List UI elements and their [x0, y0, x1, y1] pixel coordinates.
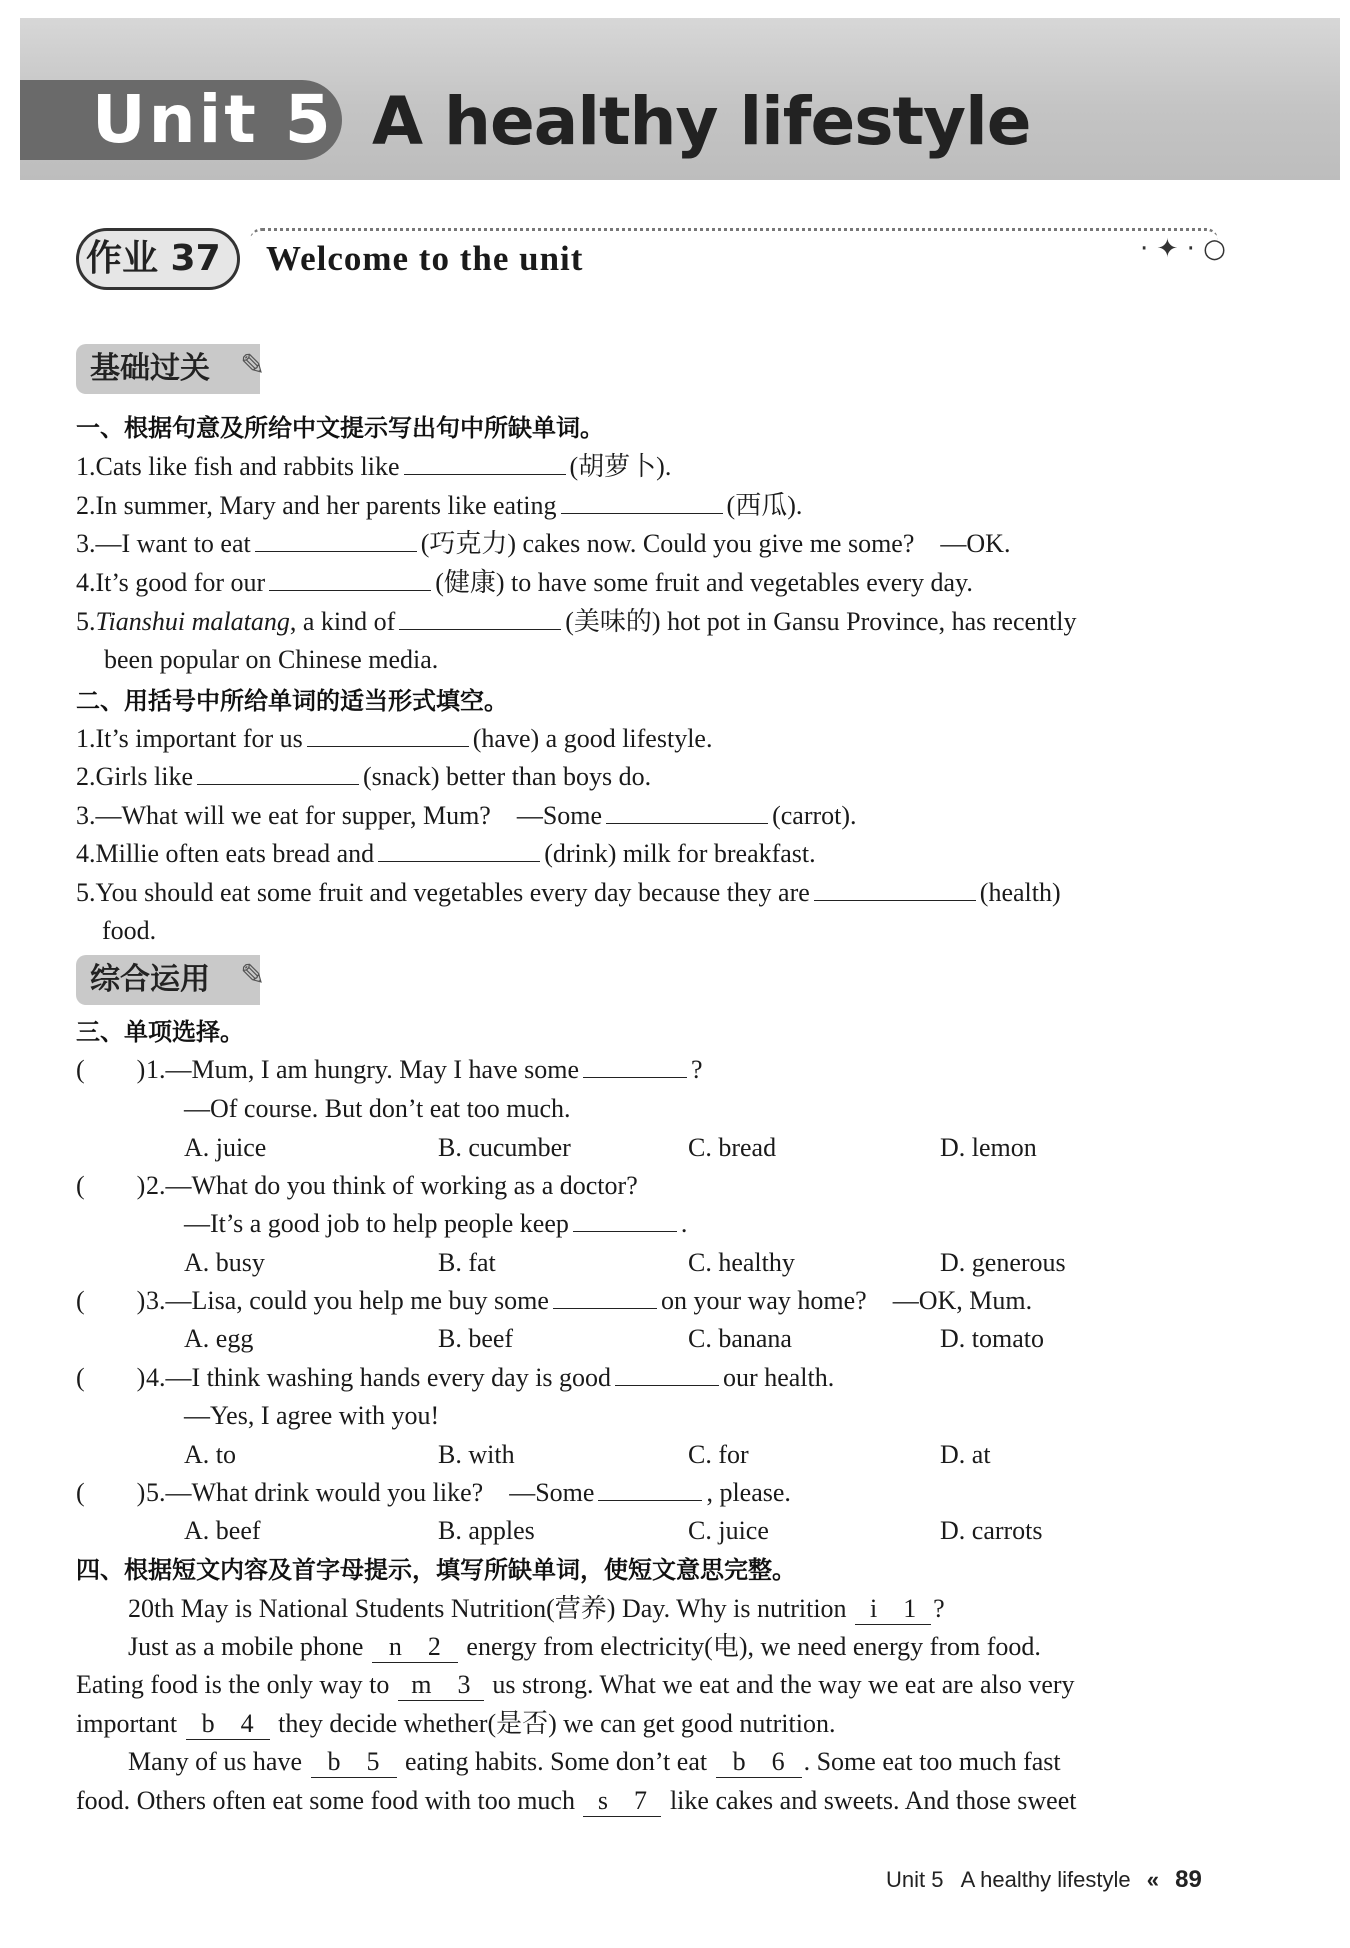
s1-item-5: 5.Tianshui malatang, a kind of (美味的) hot pot in Gansu Province, has recently — [76, 603, 1076, 641]
homework-number: 作业 37 — [86, 238, 221, 279]
answer-blank[interactable] — [378, 835, 540, 862]
option-c[interactable]: C. healthy — [688, 1248, 795, 1277]
option-a[interactable]: A. busy — [184, 1248, 265, 1277]
section1-heading: 一、根据句意及所给中文提示写出句中所缺单词。 — [76, 414, 604, 442]
answer-blank[interactable] — [561, 487, 723, 514]
answer-blank[interactable] — [553, 1282, 657, 1309]
s3-q5-paren[interactable]: ( ) — [76, 1478, 146, 1507]
s2-item-5-cont: food. — [102, 916, 157, 945]
option-a[interactable]: A. egg — [184, 1324, 254, 1353]
page-footer — [886, 1862, 1202, 1898]
passage-blank[interactable]: i 1 — [855, 1594, 931, 1625]
passage-line-6: food. Others often eat some food with too much s 7 like cakes and sweets. And those sweet — [76, 1786, 1077, 1815]
section2-heading: 二、用括号中所给单词的适当形式填空。 — [76, 687, 508, 715]
s2-item-2: 2.Girls like (snack) better than boys do. — [76, 758, 651, 796]
passage-blank[interactable]: n 2 — [372, 1632, 458, 1663]
option-c[interactable]: C. juice — [688, 1516, 769, 1545]
passage-line-3: Eating food is the only way to m 3 us strong. What we eat and the way we eat are also very — [76, 1670, 1075, 1699]
s3-q4-line2: —Yes, I agree with you! — [184, 1401, 440, 1430]
answer-blank[interactable] — [269, 564, 431, 591]
answer-blank[interactable] — [399, 603, 561, 630]
s3-q5-line1: 5.—What drink would you like? —Some , please. — [146, 1474, 791, 1512]
option-c[interactable]: C. for — [688, 1440, 749, 1469]
option-d[interactable]: D. lemon — [940, 1133, 1037, 1162]
s3-q3-line1: 3.—Lisa, could you help me buy some on your way home? —OK, Mum. — [146, 1282, 1032, 1320]
option-d[interactable]: D. tomato — [940, 1324, 1044, 1353]
tag-basic: 基础过关 — [76, 344, 260, 394]
option-d[interactable]: D. generous — [940, 1248, 1066, 1277]
s3-q2-line2: —It’s a good job to help people keep . — [184, 1205, 687, 1243]
s2-item-5: 5.You should eat some fruit and vegetables every day because they are (health) — [76, 874, 1061, 912]
answer-blank[interactable] — [307, 720, 469, 747]
option-b[interactable]: B. cucumber — [438, 1133, 571, 1162]
s1-item-4: 4.It’s good for our (健康) to have some fruit and vegetables every day. — [76, 564, 973, 602]
s3-q4-line1: 4.—I think washing hands every day is good our health. — [146, 1359, 834, 1397]
unit-title: A healthy lifestyle — [372, 83, 1031, 160]
answer-blank[interactable] — [606, 797, 768, 824]
option-b[interactable]: B. beef — [438, 1324, 514, 1353]
s1-item-3: 3.—I want to eat (巧克力) cakes now. Could you give me some? —OK. — [76, 525, 1010, 563]
option-c[interactable]: C. bread — [688, 1133, 777, 1162]
s2-item-3: 3.—What will we eat for supper, Mum? —Some (carrot). — [76, 797, 857, 835]
option-b[interactable]: B. apples — [438, 1516, 535, 1545]
passage-line-2: Just as a mobile phone n 2 energy from electricity(电), we need energy from food. — [128, 1632, 1041, 1661]
s1-item-1: 1.Cats like fish and rabbits like (胡萝卜). — [76, 448, 671, 486]
option-a[interactable]: A. beef — [184, 1516, 261, 1545]
passage-blank[interactable]: b 5 — [311, 1747, 397, 1778]
tag-comprehensive: 综合运用 — [76, 955, 260, 1005]
footer-title: A healthy lifestyle — [960, 1867, 1131, 1892]
passage-blank[interactable]: b 6 — [716, 1747, 802, 1778]
answer-blank[interactable] — [197, 758, 359, 785]
s2-item-4: 4.Millie often eats bread and (drink) milk for breakfast. — [76, 835, 816, 873]
answer-blank[interactable] — [255, 525, 417, 552]
answer-blank[interactable] — [814, 874, 976, 901]
s3-q2-line1: 2.—What do you think of working as a doctor? — [146, 1171, 638, 1200]
option-d[interactable]: D. carrots — [940, 1516, 1043, 1545]
homework-title: Welcome to the unit — [266, 239, 584, 278]
s1-item-2: 2.In summer, Mary and her parents like eating (西瓜). — [76, 487, 802, 525]
pencil-icon: ✎ — [240, 958, 266, 993]
chevron-left-icon: « — [1146, 1867, 1159, 1892]
passage-blank[interactable]: b 4 — [186, 1709, 270, 1740]
s3-q1-line1: 1.—Mum, I am hungry. May I have some ? — [146, 1051, 703, 1089]
unit-label: Unit 5 — [92, 81, 334, 158]
s1-item-5-cont: been popular on Chinese media. — [104, 645, 439, 674]
s3-q2-paren[interactable]: ( ) — [76, 1171, 146, 1200]
s3-q1-line2: —Of course. But don’t eat too much. — [184, 1094, 571, 1123]
option-a[interactable]: A. juice — [184, 1133, 267, 1162]
footer-unit: Unit 5 — [886, 1867, 944, 1892]
passage-blank[interactable]: m 3 — [398, 1670, 484, 1701]
sparkle-icon: · ✦ · ○ — [1140, 234, 1226, 264]
option-b[interactable]: B. fat — [438, 1248, 496, 1277]
answer-blank[interactable] — [615, 1359, 719, 1386]
answer-blank[interactable] — [404, 448, 566, 475]
section4-heading: 四、根据短文内容及首字母提示，填写所缺单词，使短文意思完整。 — [76, 1556, 796, 1584]
s3-q4-paren[interactable]: ( ) — [76, 1363, 146, 1392]
s2-item-1: 1.It’s important for us (have) a good lifestyle. — [76, 720, 712, 758]
passage-line-4: important b 4 they decide whether(是否) we can get good nutrition. — [76, 1709, 836, 1738]
passage-line-5: Many of us have b 5 eating habits. Some don’t eat b 6 . Some eat too much fast — [128, 1747, 1061, 1776]
option-b[interactable]: B. with — [438, 1440, 515, 1469]
option-a[interactable]: A. to — [184, 1440, 236, 1469]
s3-q3-paren[interactable]: ( ) — [76, 1286, 146, 1315]
answer-blank[interactable] — [573, 1205, 677, 1232]
answer-blank[interactable] — [598, 1474, 702, 1501]
answer-blank[interactable] — [583, 1051, 687, 1078]
passage-blank[interactable]: s 7 — [583, 1786, 661, 1817]
pencil-icon: ✎ — [240, 348, 266, 383]
page-number: 89 — [1175, 1866, 1202, 1893]
s3-q1-paren[interactable]: ( ) — [76, 1055, 146, 1084]
passage-line-1: 20th May is National Students Nutrition(营养) Day. Why is nutrition i 1 ? — [128, 1594, 945, 1623]
option-d[interactable]: D. at — [940, 1440, 991, 1469]
section3-heading: 三、单项选择。 — [76, 1018, 244, 1046]
option-c[interactable]: C. banana — [688, 1324, 792, 1353]
